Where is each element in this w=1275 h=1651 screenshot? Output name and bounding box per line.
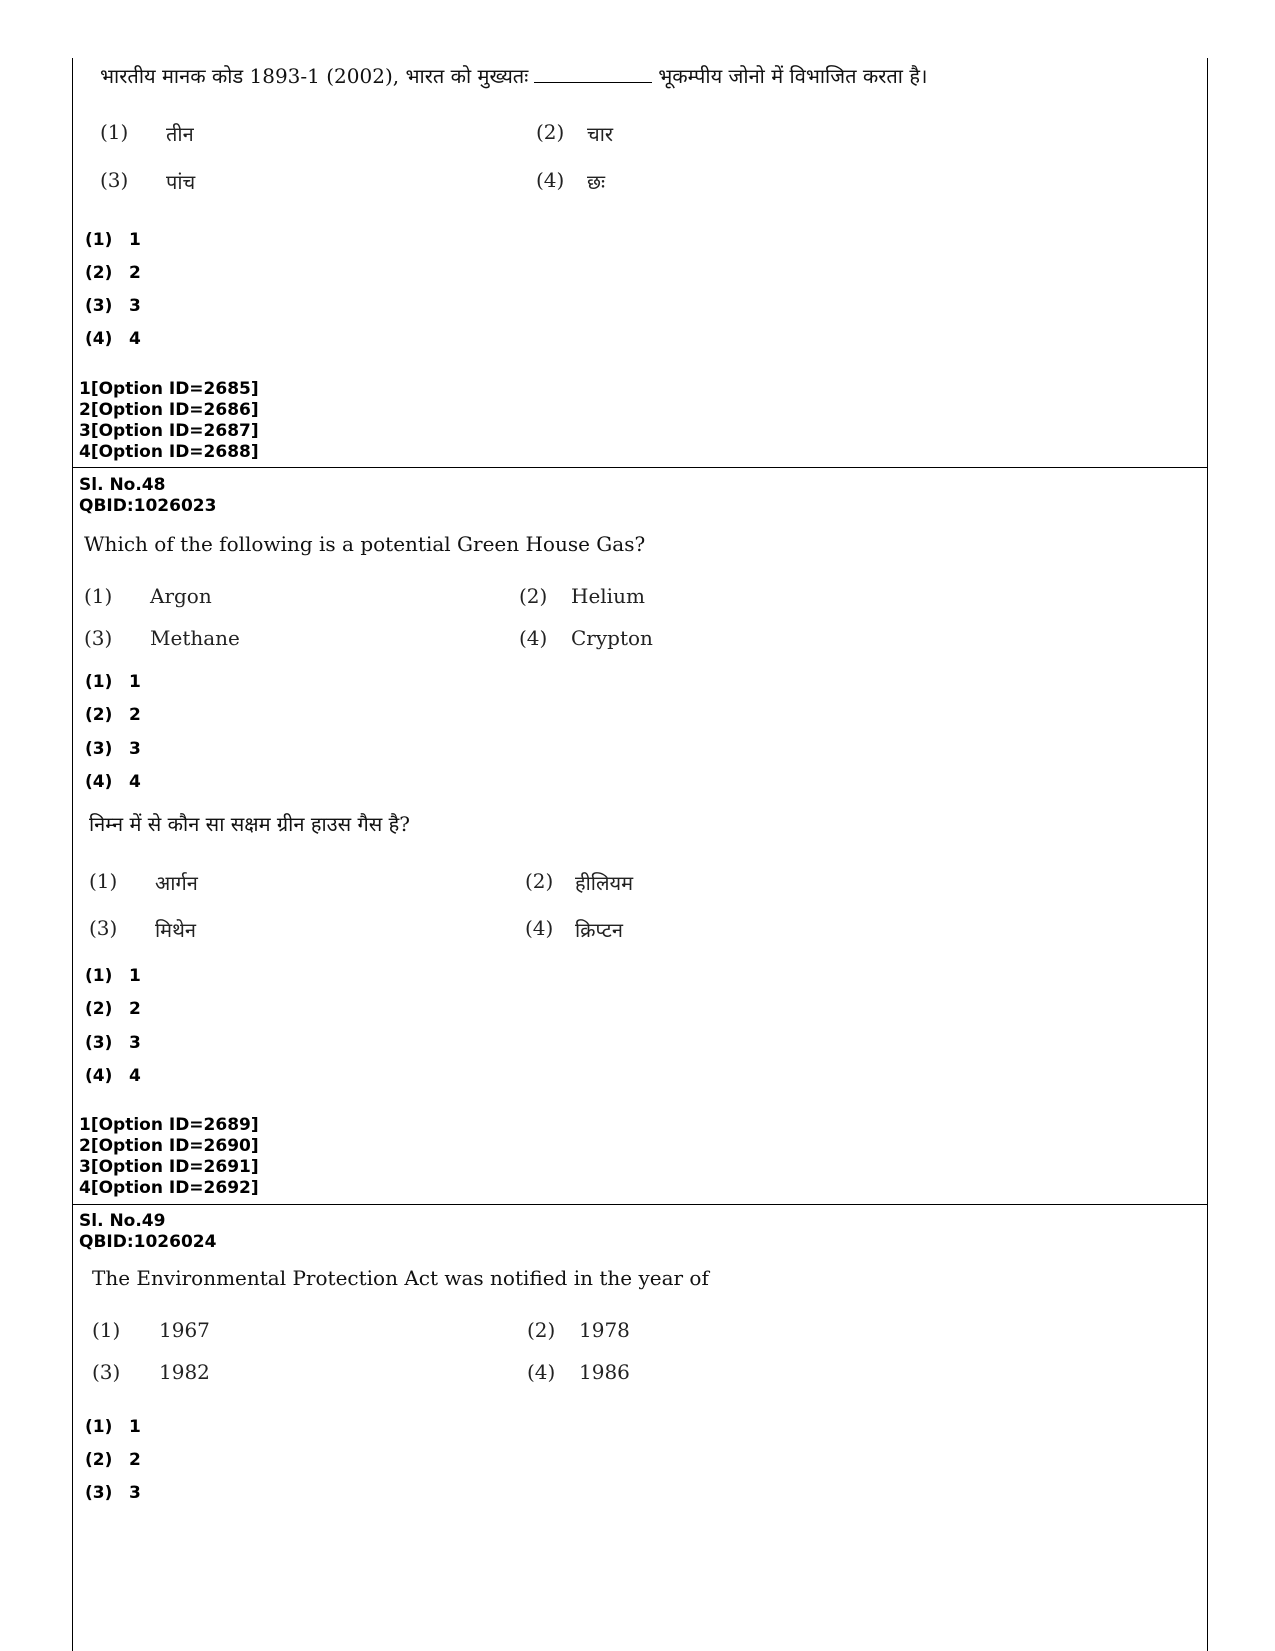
q49-sl-no: Sl. No.49 xyxy=(79,1211,166,1231)
option-id: 2[Option ID=2690] xyxy=(79,1136,259,1156)
q49-english-question: The Environmental Protection Act was notified in the year of xyxy=(92,1266,709,1290)
q47-answer-1: (1) 1 xyxy=(85,230,141,250)
q49-opt2-text: 1978 xyxy=(579,1318,630,1342)
q48-hi-answer-2: (2) 2 xyxy=(85,999,141,1019)
q47-opt1-text: तीन xyxy=(166,122,194,146)
q48-en-opt4-text: Crypton xyxy=(571,626,653,650)
q48-hi-opt4-text: क्रिप्टन xyxy=(575,918,623,942)
separator xyxy=(73,467,1207,468)
q47-opt1-num: (1) xyxy=(100,120,129,144)
q49-opt2-num: (2) xyxy=(527,1318,556,1342)
q48-hi-answer-1: (1) 1 xyxy=(85,966,141,986)
q48-en-answer-1: (1) 1 xyxy=(85,672,141,692)
q47-answer-3: (3) 3 xyxy=(85,296,141,316)
option-id: 3[Option ID=2687] xyxy=(79,421,259,441)
q47-option-ids xyxy=(79,379,259,463)
q48-en-opt1-num: (1) xyxy=(84,584,113,608)
option-id: 4[Option ID=2688] xyxy=(79,442,259,462)
q48-hi-answer-3: (3) 3 xyxy=(85,1033,141,1053)
q48-en-opt4-num: (4) xyxy=(519,626,548,650)
q48-en-opt1-text: Argon xyxy=(150,584,212,608)
q49-opt3-num: (3) xyxy=(92,1360,121,1384)
q47-opt4-text: छः xyxy=(587,170,606,194)
q47-opt3-num: (3) xyxy=(100,168,129,192)
q49-answer-2: (2) 2 xyxy=(85,1450,141,1470)
q48-hi-opt2-num: (2) xyxy=(525,869,554,893)
q48-sl-no: Sl. No.48 xyxy=(79,475,166,495)
q48-english-question: Which of the following is a potential Green House Gas? xyxy=(84,532,646,556)
q48-qbid: QBID:1026023 xyxy=(79,496,217,516)
q48-hi-opt3-num: (3) xyxy=(89,916,118,940)
q47-text-before: भारतीय मानक कोड 1893-1 (2002), भारत को मुख्यतः xyxy=(100,64,529,88)
q48-en-opt3-num: (3) xyxy=(84,626,113,650)
q49-opt1-num: (1) xyxy=(92,1318,121,1342)
q48-hi-opt1-text: आर्गन xyxy=(155,871,198,895)
q48-en-opt2-num: (2) xyxy=(519,584,548,608)
q48-hi-opt2-text: हीलियम xyxy=(575,871,634,895)
q47-opt2-text: चार xyxy=(587,122,614,146)
option-id: 4[Option ID=2692] xyxy=(79,1178,259,1198)
q48-hindi-question: निम्न में से कौन सा सक्षम ग्रीन हाउस गैस है? xyxy=(89,812,410,836)
q47-answer-4: (4) 4 xyxy=(85,329,141,349)
q47-hindi-question xyxy=(100,62,928,89)
option-id: 3[Option ID=2691] xyxy=(79,1157,259,1177)
q47-blank xyxy=(534,64,652,83)
q49-opt4-text: 1986 xyxy=(579,1360,630,1384)
q48-meta xyxy=(79,475,216,517)
q49-answer-3: (3) 3 xyxy=(85,1483,141,1503)
q47-opt4-num: (4) xyxy=(536,168,565,192)
q49-meta xyxy=(79,1211,216,1253)
q49-opt1-text: 1967 xyxy=(159,1318,210,1342)
separator xyxy=(73,1204,1207,1205)
q48-hi-opt3-text: मिथेन xyxy=(155,918,197,942)
q47-opt2-num: (2) xyxy=(536,120,565,144)
option-id: 1[Option ID=2685] xyxy=(79,379,259,399)
q48-en-answer-2: (2) 2 xyxy=(85,705,141,725)
q48-en-answer-3: (3) 3 xyxy=(85,739,141,759)
q49-qbid: QBID:1026024 xyxy=(79,1232,217,1252)
option-id: 1[Option ID=2689] xyxy=(79,1115,259,1135)
q47-answer-2: (2) 2 xyxy=(85,263,141,283)
q48-en-opt2-text: Helium xyxy=(571,584,645,608)
q49-answer-1: (1) 1 xyxy=(85,1417,141,1437)
q47-opt3-text: पांच xyxy=(166,170,196,194)
q48-option-ids xyxy=(79,1115,259,1199)
option-id: 2[Option ID=2686] xyxy=(79,400,259,420)
q48-hi-opt4-num: (4) xyxy=(525,916,554,940)
q48-hi-answer-4: (4) 4 xyxy=(85,1066,141,1086)
q48-hi-opt1-num: (1) xyxy=(89,869,118,893)
question-paper-frame xyxy=(72,58,1208,1651)
q49-opt3-text: 1982 xyxy=(159,1360,210,1384)
q48-en-opt3-text: Methane xyxy=(150,626,240,650)
q47-text-after: भूकम्पीय जोनो में विभाजित करता है। xyxy=(658,64,928,88)
q49-opt4-num: (4) xyxy=(527,1360,556,1384)
q48-en-answer-4: (4) 4 xyxy=(85,772,141,792)
